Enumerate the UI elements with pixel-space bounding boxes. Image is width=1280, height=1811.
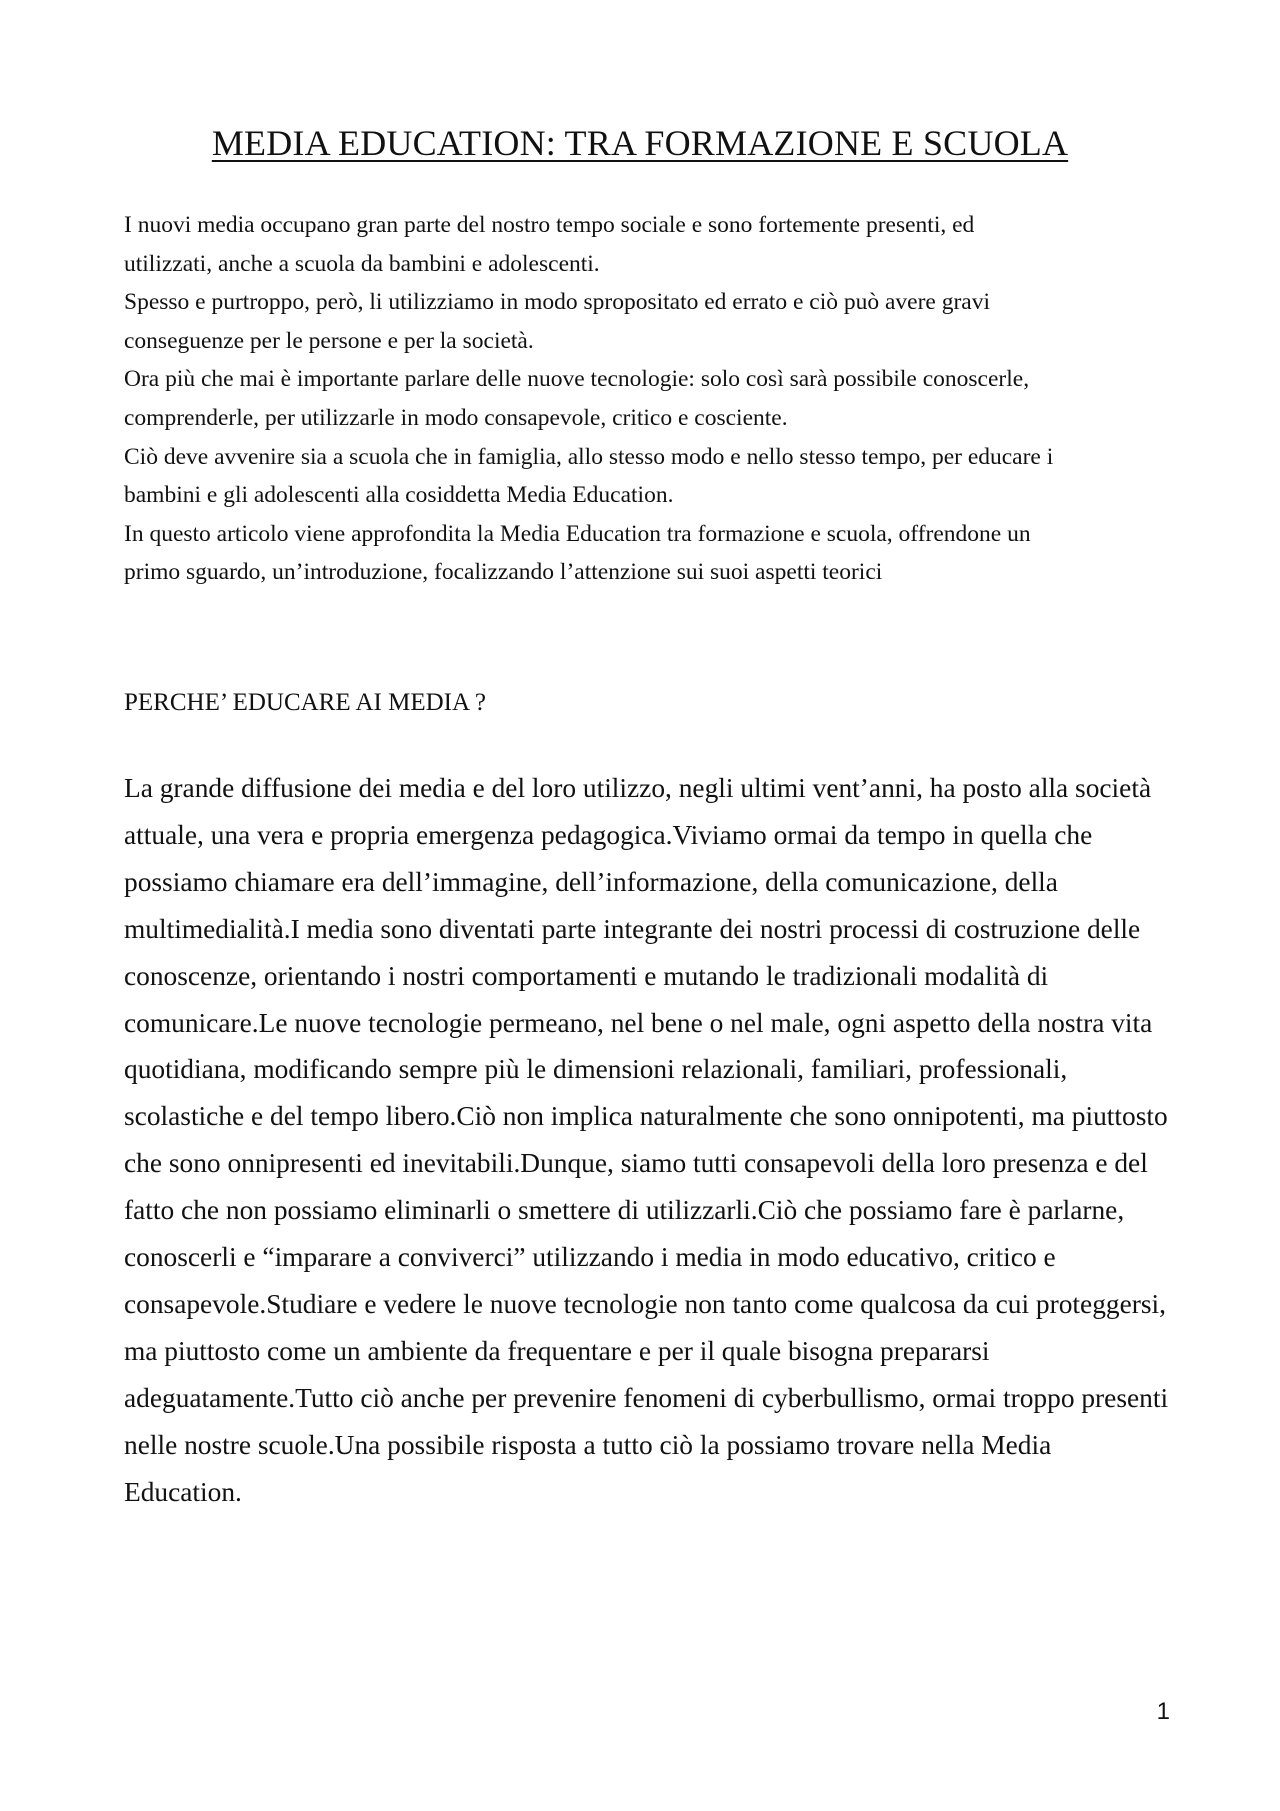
body-paragraph: La grande diffusione dei media e del loro utilizzo, negli ultimi vent’anni, ha posto alla società attuale, una vera e propria emergenza pedagogica.Viviamo ormai da tempo in quella che possiamo chiamare era dell’immagine, dell’informazione, della comunicazione, della multimedialità.I media sono diventati parte integrante dei nostri processi di costruzione delle conoscenze, orientando i nostri comportamenti e mutando le tradizionali modalità di comunicare.Le nuove tecnologie permeano, nel bene o nel male, ogni aspetto della nostra vita quotidiana, modificando sempre più le dimensioni relazionali, familiari, professionali, scolastiche e del tempo libero.Ciò non implica naturalmente che sono onnipotenti, ma piuttosto che sono onnipresenti ed inevitabili.Dunque, siamo tutti consapevoli della loro presenza e del fatto che non possiamo eliminarli o smettere di utilizzarli.Ciò che possiamo fare è parlarne, conoscerli e “imparare a conviverci” utilizzando i media in modo educativo, critico e consapevole.Studiare e vedere le nuove tecnologie non tanto come qualcosa da cui proteggersi, ma piuttosto come un ambiente da frequentare e per il quale bisogna prepararsi adeguatamente.Tutto ciò anche per prevenire fenomeni di cyberbullismo, ormai troppo presenti nelle nostre scuole.Una possibile risposta a tutto ciò la possiamo trovare nella Media Education. bbox=[124, 773, 1169, 1507]
intro-line: primo sguardo, un’introduzione, focalizzando l’attenzione sui suoi aspetti teorici bbox=[124, 559, 883, 586]
intro-line: I nuovi media occupano gran parte del nostro tempo sociale e sono fortemente presenti, ed bbox=[124, 212, 975, 238]
intro-line: Spesso e purtroppo, però, li utilizziamo in modo spropositato ed errato e ciò può avere gravi bbox=[124, 289, 991, 316]
section-heading: PERCHE’ EDUCARE AI MEDIA ? bbox=[124, 689, 487, 716]
intro-line: bambini e gli adolescenti alla cosiddetta Media Education. bbox=[124, 482, 674, 509]
intro-line: In questo articolo viene approfondita la Media Education tra formazione e scuola, offrendone un bbox=[124, 520, 1031, 547]
document-title: MEDIA EDUCATION: TRA FORMAZIONE E SCUOLA bbox=[211, 123, 1069, 163]
intro-line: Ora più che mai è importante parlare delle nuove tecnologie: solo così sarà possibile conoscerle, bbox=[124, 366, 1030, 393]
intro-line: Ciò deve avvenire sia a scuola che in famiglia, allo stesso modo e nello stesso tempo, per educare i bbox=[124, 443, 1054, 470]
intro-paragraph bbox=[124, 206, 1164, 592]
intro-line: conseguenze per le persone e per la società. bbox=[124, 327, 534, 354]
intro-line: comprenderle, per utilizzarle in modo consapevole, critico e cosciente. bbox=[124, 404, 788, 431]
page-number: 1 bbox=[1156, 1698, 1170, 1725]
intro-line: utilizzati, anche a scuola da bambini e adolescenti. bbox=[124, 250, 600, 277]
